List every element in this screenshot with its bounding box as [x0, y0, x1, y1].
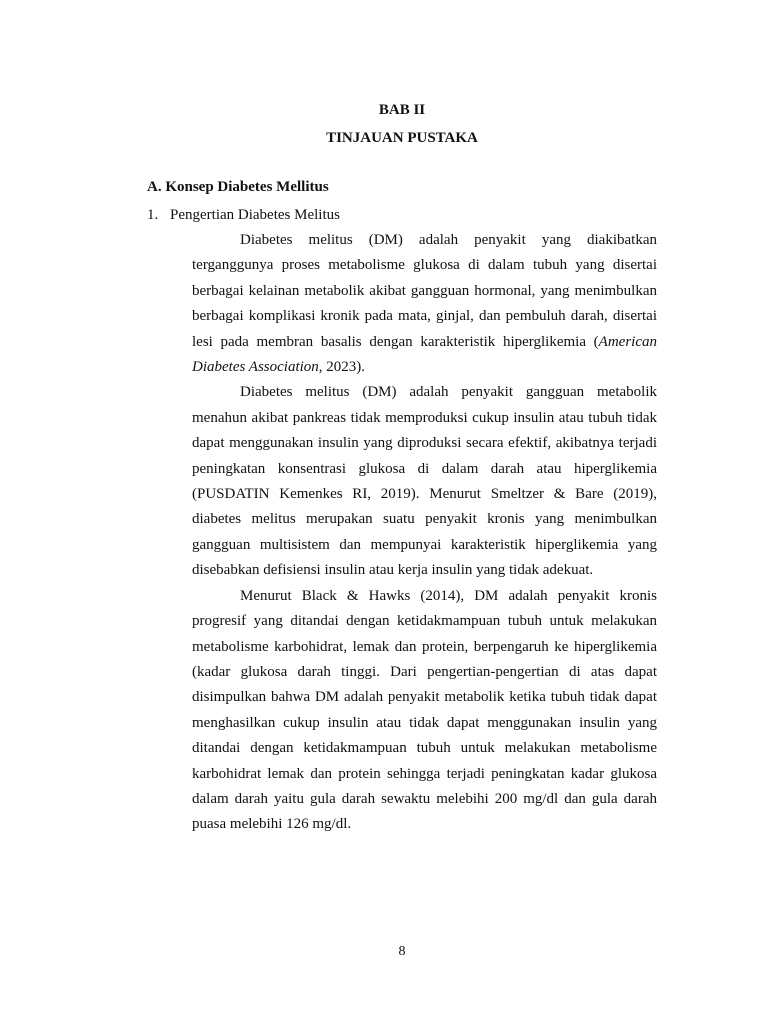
subsection-number: 1.	[147, 207, 159, 223]
paragraph-1-citation-italic: American Diabetes Association	[192, 333, 657, 376]
subsection-title: Pengertian Diabetes Melitus	[170, 207, 340, 223]
section-heading: A. Konsep Diabetes Mellitus	[147, 179, 329, 195]
paragraph-1	[192, 228, 657, 380]
paragraph-3: Menurut Black & Hawks (2014), DM adalah penyakit kronis progresif yang ditandai dengan ketidakmampuan tubuh untuk melakukan metabolisme karbohidrat, lemak dan protein, berpengaruh ke hiperglikemia (kadar glukosa darah tinggi. Dari pengertian-pengertian di atas dapat disimpulkan bahwa DM adalah penyakit metabolik ketika tubuh tidak dapat menghasilkan cukup insulin atau tidak dapat menggunakan insulin yang ditandai dengan ketidakmampuan tubuh untuk melakukan metabolisme karbohidrat lemak dan protein sehingga terjadi peningkatan kadar glukosa dalam darah yaitu gula darah sewaktu melebihi 200 mg/dl dan gula darah puasa melebihi 126 mg/dl.	[192, 587, 657, 833]
body-text	[192, 228, 657, 838]
paragraph-1-citation-year: , 2023).	[318, 359, 366, 376]
chapter-label: BAB II	[378, 102, 426, 118]
chapter-title: TINJAUAN PUSTAKA	[326, 130, 478, 146]
page-number: 8	[398, 944, 406, 959]
paragraph-1-text: Diabetes melitus (DM) adalah penyakit yang diakibatkan terganggunya proses metabolisme glukosa di dalam tubuh yang disertai berbagai kelainan metabolik akibat gangguan hormonal, yang menimbulkan berbagai komplikasi kronik pada mata, ginjal, dan pembuluh darah, disertai lesi pada membran basalis dengan karakteristik hiperglikemia (	[192, 232, 657, 350]
subsection-heading	[147, 205, 340, 225]
paragraph-2: Diabetes melitus (DM) adalah penyakit gangguan metabolik menahun akibat pankreas tidak memproduksi cukup insulin atau tubuh tidak dapat menggunakan insulin yang diproduksi secara efektif, akibatnya terjadi peningkatan konsentrasi glukosa di dalam darah atau hiperglikemia (PUSDATIN Kemenkes RI, 2019). Menurut Smeltzer & Bare (2019), diabetes melitus merupakan suatu penyakit kronis yang menimbulkan gangguan multisistem dan mempunyai karakteristik hiperglikemia yang disebabkan defisiensi insulin atau kerja insulin yang tidak adekuat.	[192, 384, 657, 579]
